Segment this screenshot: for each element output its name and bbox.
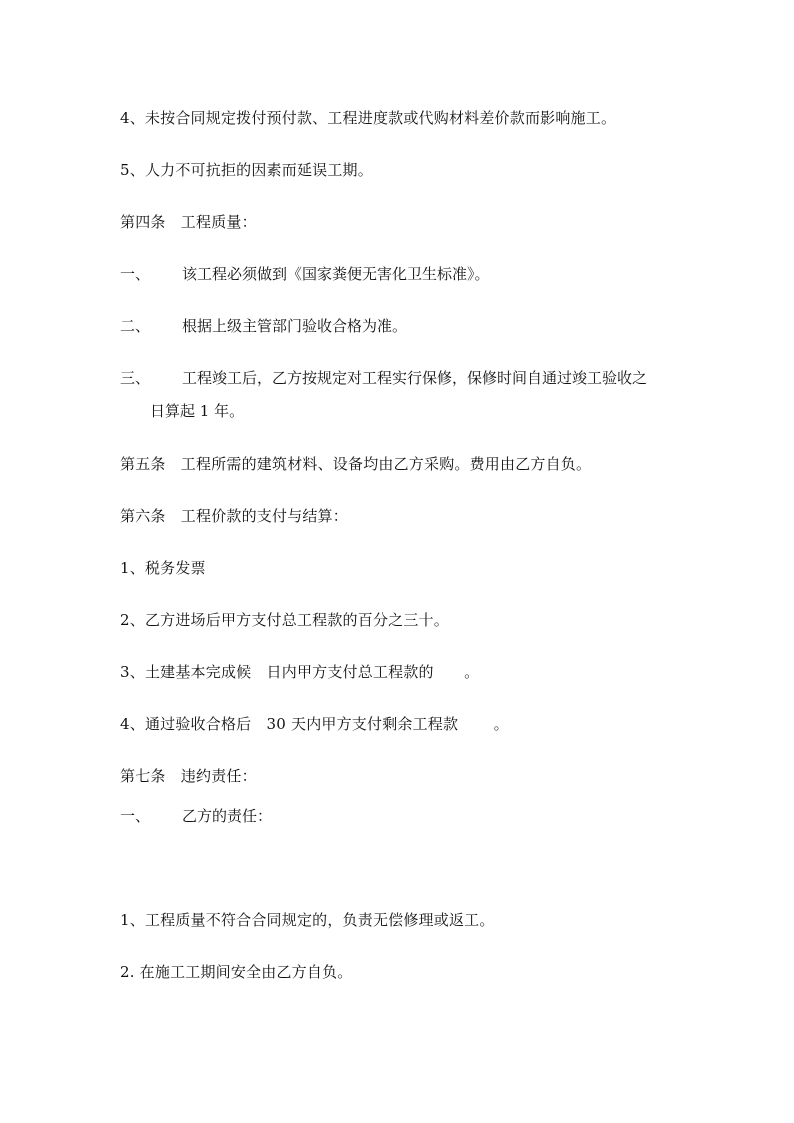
payment-item-1: 1、税务发票 bbox=[120, 559, 206, 577]
clause-text-3: 工程竣工后，乙方按规定对工程实行保修，保修时间自通过竣工验收之 bbox=[182, 369, 648, 387]
payment-item-2: 2、乙方进场后甲方支付总工程款的百分之三十。 bbox=[120, 611, 449, 629]
payment-item-3: 3、土建基本完成候 日内甲方支付总工程款的 。 bbox=[120, 663, 480, 681]
clause-text-1: 该工程必须做到《国家粪便无害化卫生标准》。 bbox=[182, 265, 490, 283]
paragraph-delay-cause-5: 5、人力不可抗拒的因素而延误工期。 bbox=[120, 161, 373, 179]
clause-number-3: 三、 bbox=[120, 369, 151, 387]
clause-number-1: 一、 bbox=[120, 265, 151, 283]
clause-text-3-continued: 日算起 1 年。 bbox=[150, 402, 245, 420]
liability-number-1: 一、 bbox=[120, 807, 151, 825]
liability-item-1: 1、工程质量不符合合同规定的，负责无偿修理或返工。 bbox=[120, 911, 495, 929]
article-4-heading: 第四条 工程质量： bbox=[120, 213, 257, 231]
liability-text-1: 乙方的责任： bbox=[182, 807, 273, 825]
article-5-heading: 第五条 工程所需的建筑材料、设备均由乙方采购。费用由乙方自负。 bbox=[120, 455, 592, 473]
clause-number-2: 二、 bbox=[120, 317, 151, 335]
payment-item-4: 4、通过验收合格后 30 天内甲方支付剩余工程款 。 bbox=[120, 715, 509, 733]
clause-text-2: 根据上级主管部门验收合格为准。 bbox=[182, 317, 408, 335]
paragraph-delay-cause-4: 4、未按合同规定拨付预付款、工程进度款或代购材料差价款而影响施工。 bbox=[120, 109, 617, 127]
article-6-heading: 第六条 工程价款的支付与结算： bbox=[120, 507, 349, 525]
liability-item-2: 2. 在施工工期间安全由乙方自负。 bbox=[120, 963, 353, 981]
article-7-heading: 第七条 违约责任： bbox=[120, 767, 257, 785]
